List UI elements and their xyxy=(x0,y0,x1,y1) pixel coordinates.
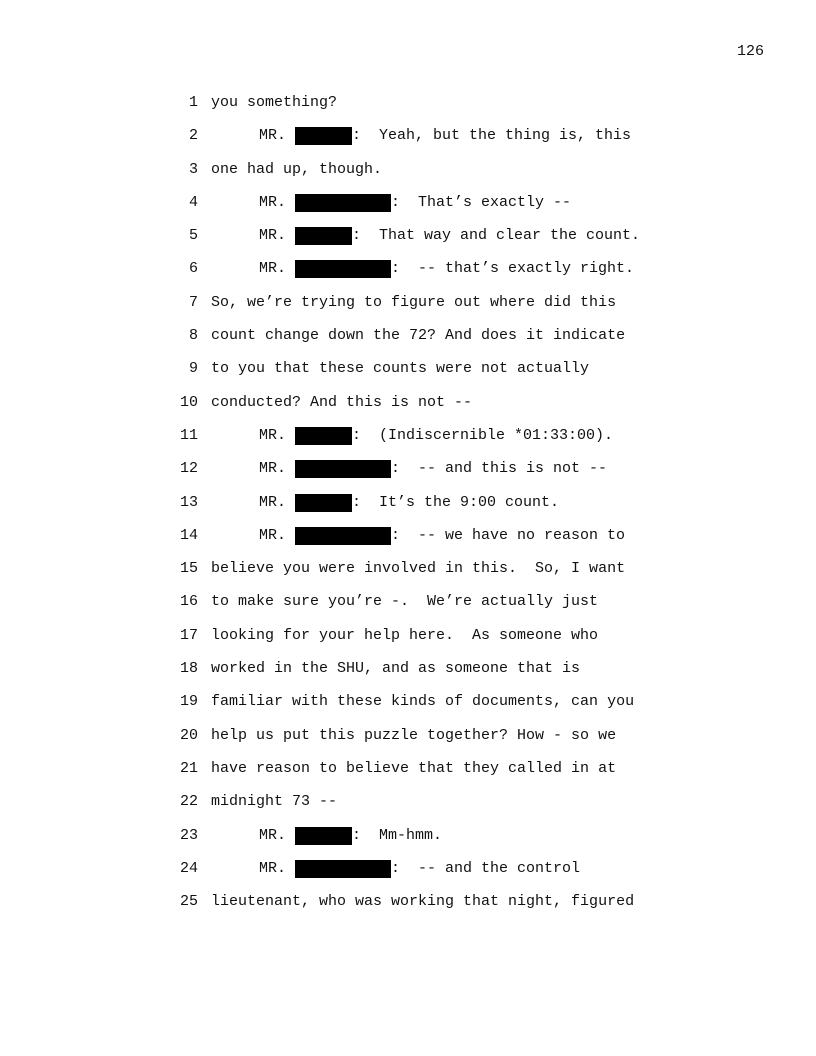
speech-text: : -- and the control xyxy=(391,859,581,877)
line-number: 17 xyxy=(179,626,198,644)
speaker-prefix: MR. xyxy=(259,859,287,877)
speaker-prefix: MR. xyxy=(259,227,287,245)
line-number: 7 xyxy=(188,293,198,311)
redacted-name-block xyxy=(295,260,391,278)
transcript-line xyxy=(170,226,690,259)
page-number: 126 xyxy=(736,43,764,60)
transcript-line xyxy=(170,559,690,592)
transcript-line xyxy=(170,459,690,492)
speaker-prefix: MR. xyxy=(259,460,287,478)
transcript-line xyxy=(170,426,690,459)
line-number: 24 xyxy=(179,859,198,877)
speaker-prefix: MR. xyxy=(259,526,287,544)
transcript-line xyxy=(170,193,690,226)
line-number: 12 xyxy=(179,460,198,478)
line-number: 4 xyxy=(188,193,198,211)
continuation-text: familiar with these kinds of documents, can you xyxy=(211,693,635,711)
redacted-name-block xyxy=(295,227,352,245)
transcript-line xyxy=(170,126,690,159)
redacted-name-block xyxy=(295,827,352,845)
transcript-body xyxy=(170,93,690,925)
speaker-prefix: MR. xyxy=(259,260,287,278)
line-number: 25 xyxy=(179,893,198,911)
continuation-text: have reason to believe that they called in at xyxy=(211,759,617,777)
transcript-line xyxy=(170,859,690,892)
continuation-text: you something? xyxy=(211,94,338,111)
line-number: 2 xyxy=(188,127,198,145)
line-number: 13 xyxy=(179,493,198,511)
speech-text: : It’s the 9:00 count. xyxy=(352,493,560,511)
transcript-line xyxy=(170,892,690,925)
transcript-line xyxy=(170,592,690,625)
line-number: 22 xyxy=(179,793,198,811)
transcript-line xyxy=(170,626,690,659)
line-number: 21 xyxy=(179,759,198,777)
continuation-text: lieutenant, who was working that night, figured xyxy=(211,893,635,911)
line-number: 6 xyxy=(188,260,198,278)
speech-text: : -- we have no reason to xyxy=(391,526,626,544)
speech-text: : Mm-hmm. xyxy=(352,826,443,844)
transcript-line xyxy=(170,659,690,692)
transcript-line xyxy=(170,826,690,859)
transcript-line xyxy=(170,692,690,725)
continuation-text: one had up, though. xyxy=(211,160,383,178)
speech-text: : That way and clear the count. xyxy=(352,227,641,245)
transcript-line xyxy=(170,526,690,559)
transcript-line xyxy=(170,293,690,326)
redacted-name-block xyxy=(295,460,391,478)
continuation-text: believe you were involved in this. So, I want xyxy=(211,560,626,578)
continuation-text: count change down the 72? And does it indicate xyxy=(211,327,626,345)
speaker-prefix: MR. xyxy=(259,127,287,145)
transcript-line xyxy=(170,359,690,392)
line-number: 23 xyxy=(179,826,198,844)
continuation-text: midnight 73 -- xyxy=(211,793,338,811)
transcript-line xyxy=(170,726,690,759)
speech-text: : (Indiscernible *01:33:00). xyxy=(352,426,614,444)
line-number: 3 xyxy=(188,160,198,178)
redacted-name-block xyxy=(295,860,391,878)
transcript-line xyxy=(170,493,690,526)
line-number: 5 xyxy=(188,227,198,245)
redacted-name-block xyxy=(295,194,391,212)
redacted-name-block xyxy=(295,527,391,545)
line-number: 16 xyxy=(179,593,198,611)
line-number: 20 xyxy=(179,726,198,744)
continuation-text: to you that these counts were not actually xyxy=(211,360,590,378)
continuation-text: help us put this puzzle together? How - so we xyxy=(211,726,617,744)
line-number: 18 xyxy=(179,660,198,678)
speech-text: : -- and this is not -- xyxy=(391,460,608,478)
transcript-line xyxy=(170,759,690,792)
redacted-name-block xyxy=(295,127,352,145)
continuation-text: to make sure you’re -. We’re actually just xyxy=(211,593,599,611)
continuation-text: worked in the SHU, and as someone that is xyxy=(211,660,581,678)
redacted-name-block xyxy=(295,427,352,445)
redacted-name-block xyxy=(295,494,352,512)
transcript-line xyxy=(170,259,690,292)
transcript-line xyxy=(170,160,690,193)
speaker-prefix: MR. xyxy=(259,493,287,511)
line-number: 10 xyxy=(179,393,198,411)
continuation-text: So, we’re trying to figure out where did this xyxy=(211,293,617,311)
speaker-prefix: MR. xyxy=(259,826,287,844)
line-number: 14 xyxy=(179,526,198,544)
line-number: 19 xyxy=(179,693,198,711)
speaker-prefix: MR. xyxy=(259,193,287,211)
transcript-line xyxy=(170,393,690,426)
speech-text: : That’s exactly -- xyxy=(391,193,572,211)
line-number: 11 xyxy=(179,426,198,444)
line-number: 15 xyxy=(179,560,198,578)
continuation-text: looking for your help here. As someone who xyxy=(211,626,599,644)
continuation-text: conducted? And this is not -- xyxy=(211,393,473,411)
speech-text: : Yeah, but the thing is, this xyxy=(352,127,632,145)
transcript-line xyxy=(170,326,690,359)
line-number: 1 xyxy=(188,94,198,111)
line-number: 9 xyxy=(188,360,198,378)
transcript-line xyxy=(170,93,690,126)
line-number: 8 xyxy=(188,327,198,345)
transcript-line xyxy=(170,792,690,825)
speech-text: : -- that’s exactly right. xyxy=(391,260,635,278)
speaker-prefix: MR. xyxy=(259,426,287,444)
